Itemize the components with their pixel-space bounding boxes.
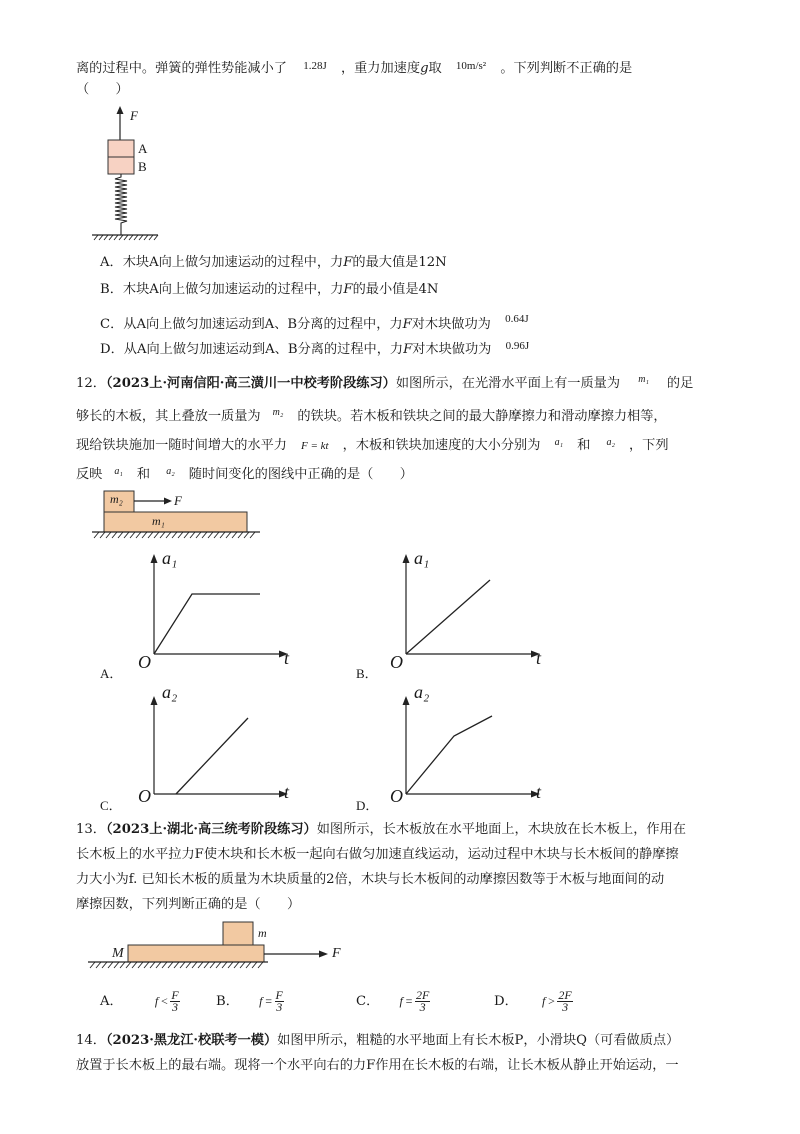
- q12-graph-b-option: B．: [356, 666, 378, 681]
- q12-graph-d-option: D．: [356, 798, 379, 813]
- q11-option-b[interactable]: B．木块A向上做匀加速运动的过程中，力F的最小值是4N: [100, 282, 439, 297]
- q13-block-label: m: [258, 926, 267, 940]
- q13-stem-line2: 长木板上的水平拉力F使木块和长木板一起向右做匀加速直线运动，运动过程中木块与长木板间的静摩擦: [76, 847, 679, 862]
- q12-graph-c-option: C．: [100, 798, 122, 813]
- q12-graph-b[interactable]: [392, 552, 552, 677]
- q13-stem-line4: 摩擦因数，下列判断正确的是（ ）: [76, 897, 301, 912]
- q13-option-a[interactable]: A． f < $\frac{F}{3}$: [100, 988, 179, 1014]
- q13-option-d[interactable]: D． f > $\frac{2F}{3}$: [494, 988, 572, 1014]
- q12-graph-d-ylabel: a₂: [414, 682, 430, 702]
- q12-graph-b-origin: O: [390, 652, 403, 672]
- q11-option-c[interactable]: C．从A向上做匀加速运动到A、B分离的过程中，力F对木块做功为 $^{0.64J}$: [100, 313, 529, 332]
- q12-graph-b-ylabel: a₁: [414, 548, 430, 568]
- q13-force-label: F: [332, 946, 341, 961]
- q11-force-label: F: [130, 108, 138, 123]
- q12-graph-d-origin: O: [390, 786, 403, 806]
- q12-graph-c-ylabel: a₂: [162, 682, 178, 702]
- q11-block-b-label: B: [138, 159, 147, 174]
- q11-spring-figure: [88, 104, 178, 244]
- q12-graph-d[interactable]: [392, 694, 552, 804]
- q12-stem-line1: 12．（2023上·河南信阳·高三潢川一中校考阶段练习）如图所示，在光滑水平面上有一质量为 $^{m_1}$ 的足: [76, 374, 694, 391]
- q12-graph-c[interactable]: [140, 694, 300, 804]
- q12-m2-label: m₂: [110, 492, 123, 506]
- q12-graph-a[interactable]: [140, 552, 300, 677]
- q13-board-label: M: [112, 946, 124, 961]
- q11-stem-line1: 离的过程中。弹簧的弹性势能减小了 $^{1.28J}$ ，重力加速度g取 $^{10m/s^2}$ 。下列判断不正确的是: [76, 60, 633, 76]
- q12-force-label: F: [174, 493, 182, 508]
- q12-graph-d-xlabel: t: [536, 782, 542, 802]
- q13-source: （2023上·湖北·高三统考阶段练习）: [105, 822, 317, 837]
- q11-option-a[interactable]: A．木块A向上做匀加速运动的过程中，力F的最大值是12N: [100, 255, 447, 270]
- q11-block-a-label: A: [138, 141, 148, 156]
- q11-option-d[interactable]: D．从A向上做匀加速运动到A、B分离的过程中，力F对木块做功为 $^{0.96J}$: [100, 340, 530, 357]
- q12-graph-a-origin: O: [138, 652, 151, 672]
- q12-graph-a-option: A．: [100, 666, 123, 681]
- q13-option-b[interactable]: B． f = $\frac{F}{3}$: [216, 988, 283, 1014]
- q12-source: （2023上·河南信阳·高三潢川一中校考阶段练习）: [105, 376, 396, 391]
- q13-stem-line1: 13．（2023上·湖北·高三统考阶段练习）如图所示，长木板放在水平地面上，木块放在长木板上，作用在: [76, 822, 686, 837]
- q12-stem-line2: 够长的木板，其上叠放一质量为 $^{m_2}$ 的铁块。若木板和铁块之间的最大静摩擦力和滑动摩擦力相等，: [76, 407, 667, 424]
- q13-stem-line3: 力大小为f. 已知长木板的质量为木块质量的2倍，木块与长木板间的动摩擦因数等于木板与地面间的动: [76, 872, 665, 887]
- q11-gravity: 10m/s²: [455, 60, 487, 72]
- q11-energy: 1.28J: [303, 60, 327, 72]
- q14-stem-line2: 放置于长木板上的最右端。现将一个水平向右的力F作用在长木板的右端，让长木板从静止开始运动，一: [76, 1058, 679, 1073]
- q12-graph-a-xlabel: t: [284, 648, 290, 668]
- q14-source: （2023·黑龙江·校联考一模）: [105, 1033, 278, 1048]
- q11-answer-paren: （ ）: [76, 82, 129, 97]
- q12-m1-label: m₁: [152, 514, 165, 528]
- q12-stem-line4: 反映 $^{a_1}$ 和 $^{a_2}$ 随时间变化的图线中正确的是（ ）: [76, 466, 413, 482]
- q12-graph-c-origin: O: [138, 786, 151, 806]
- q13-board-figure: [88, 918, 348, 970]
- q14-stem-line1: 14．（2023·黑龙江·校联考一模）如图甲所示，粗糙的水平地面上有长木板P，小滑块Q（可看做质点）: [76, 1033, 680, 1048]
- q12-graph-b-xlabel: t: [536, 648, 542, 668]
- q12-graph-c-xlabel: t: [284, 782, 290, 802]
- q13-option-c[interactable]: C． f = $\frac{2F}{3}$: [356, 988, 430, 1014]
- q12-stem-line3: 现给铁块施加一随时间增大的水平力 F = kt ，木板和铁块加速度的大小分别为 $^{a_1}$ 和 $^{a_2}$ ，下列: [76, 437, 669, 453]
- q12-graph-a-ylabel: a₁: [162, 548, 178, 568]
